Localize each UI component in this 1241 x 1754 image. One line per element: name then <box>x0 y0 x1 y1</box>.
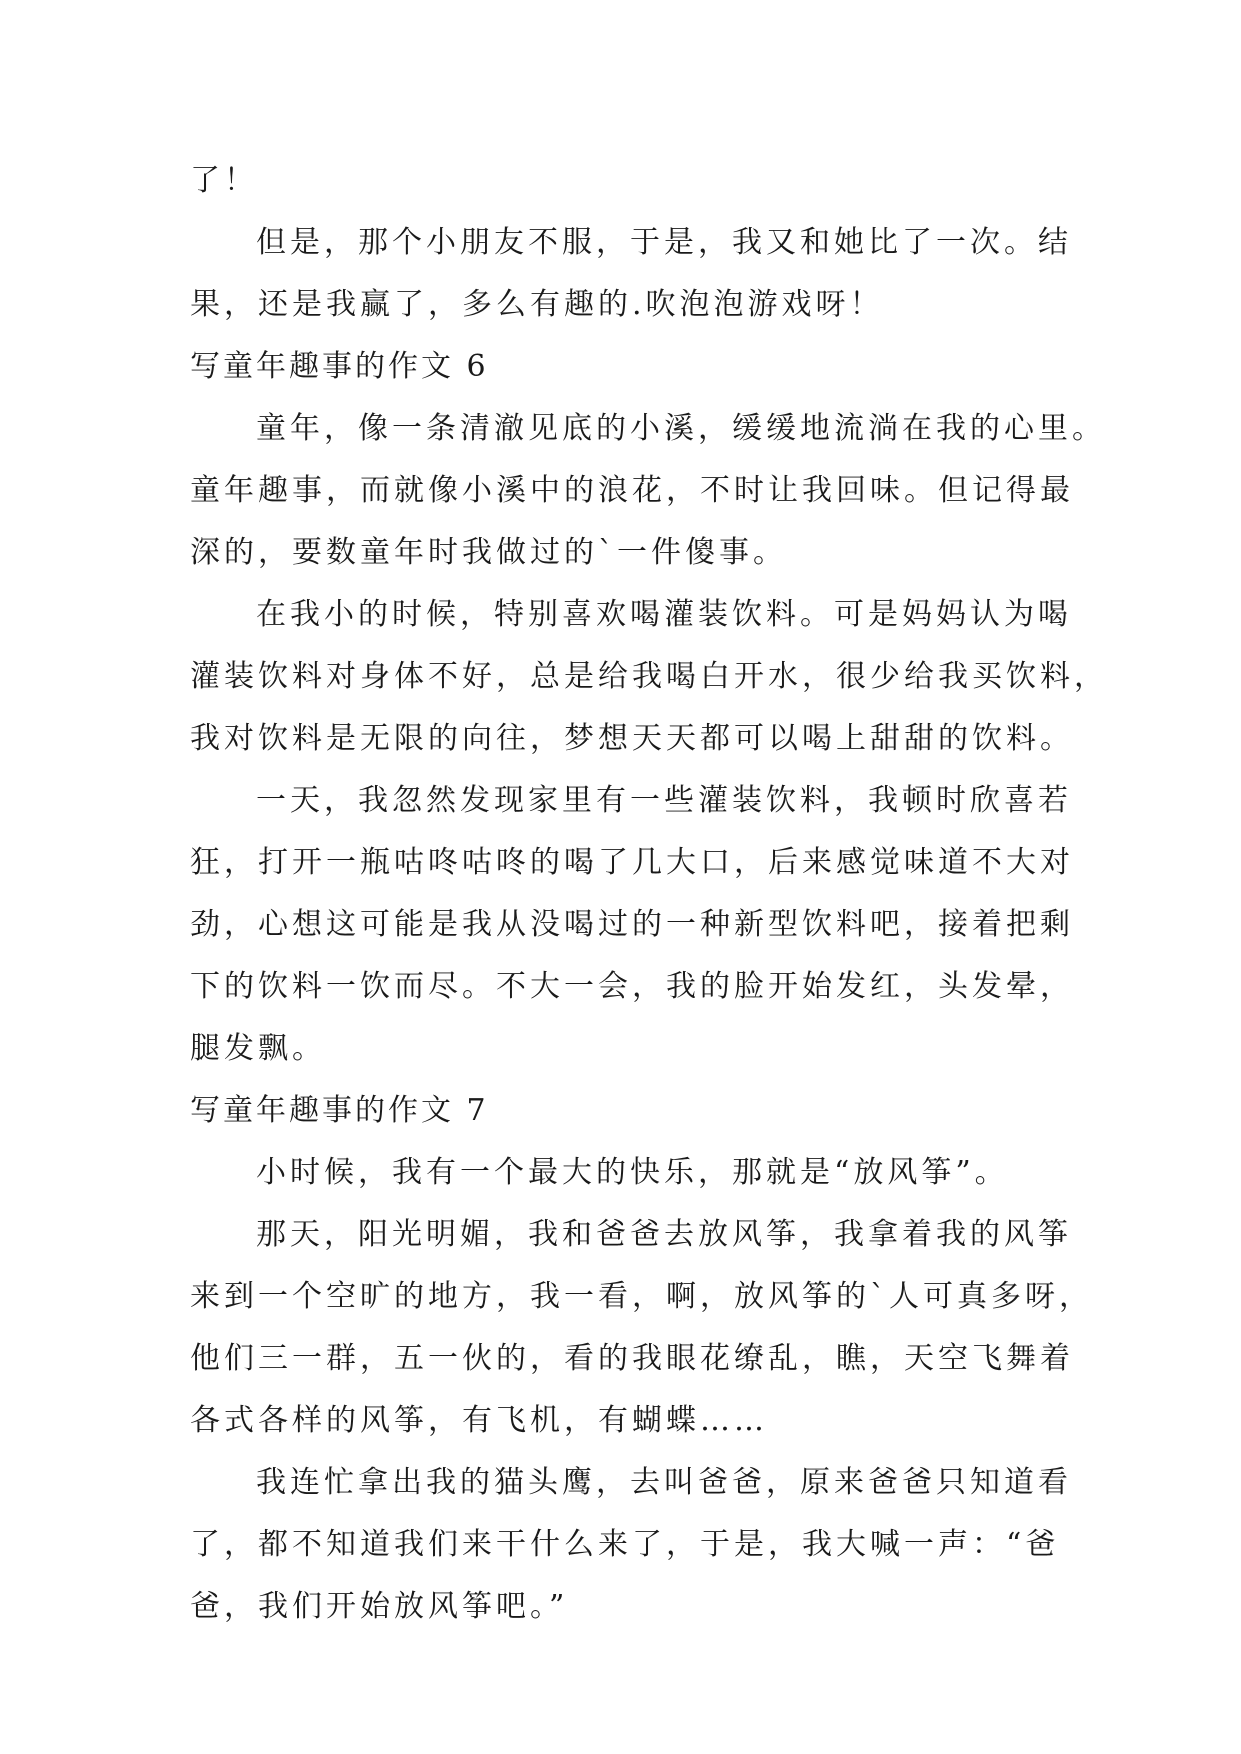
document-page <box>190 150 1108 1638</box>
paragraph-line: 他们三一群，五一伙的，看的我眼花缭乱，瞧，天空飞舞着 <box>190 1341 1074 1376</box>
paragraph-line: 在我小的时候，特别喜欢喝灌装饮料。可是妈妈认为喝 <box>256 597 1072 632</box>
paragraph-line: 狂，打开一瓶咕咚咕咚的喝了几大口，后来感觉味道不大对 <box>190 845 1074 880</box>
paragraph-line: 那天，阳光明媚，我和爸爸去放风筝，我拿着我的风筝 <box>256 1217 1072 1252</box>
paragraph-line: 但是，那个小朋友不服，于是，我又和她比了一次。结 <box>256 225 1072 260</box>
paragraph-line: 下的饮料一饮而尽。不大一会，我的脸开始发红，头发晕， <box>190 969 1074 1004</box>
paragraph-line: 一天，我忽然发现家里有一些灌装饮料，我顿时欣喜若 <box>256 783 1072 818</box>
paragraph-line: 腿发飘。 <box>190 1031 326 1066</box>
paragraph-line: 灌装饮料对身体不好，总是给我喝白开水，很少给我买饮料， <box>190 659 1108 694</box>
paragraph-line: 我连忙拿出我的猫头鹰，去叫爸爸，原来爸爸只知道看 <box>256 1465 1072 1500</box>
paragraph-line: 小时候，我有一个最大的快乐，那就是“放风筝”。 <box>256 1155 1009 1190</box>
paragraph-line: 童年，像一条清澈见底的小溪，缓缓地流淌在我的心里。 <box>256 411 1106 446</box>
paragraph-line: 劲，心想这可能是我从没喝过的一种新型饮料吧，接着把剩 <box>190 907 1074 942</box>
paragraph-line: 了！ <box>190 163 258 198</box>
paragraph-line: 各式各样的风筝，有飞机，有蝴蝶…… <box>190 1403 768 1438</box>
paragraph-line: 我对饮料是无限的向往，梦想天天都可以喝上甜甜的饮料。 <box>190 721 1074 756</box>
paragraph-line: 童年趣事，而就像小溪中的浪花，不时让我回味。但记得最 <box>190 473 1074 508</box>
section-heading: 写童年趣事的作文 7 <box>190 1093 489 1128</box>
paragraph-line: 深的，要数童年时我做过的`一件傻事。 <box>190 535 787 570</box>
paragraph-line: 了，都不知道我们来干什么来了，于是，我大喊一声：“爸 <box>190 1527 1060 1562</box>
paragraph-line: 果，还是我赢了，多么有趣的.吹泡泡游戏呀！ <box>190 287 884 322</box>
paragraph-line: 爸，我们开始放风筝吧。” <box>190 1589 569 1624</box>
paragraph-line: 来到一个空旷的地方，我一看，啊，放风筝的`人可真多呀， <box>190 1279 1093 1314</box>
section-heading: 写童年趣事的作文 6 <box>190 349 489 384</box>
